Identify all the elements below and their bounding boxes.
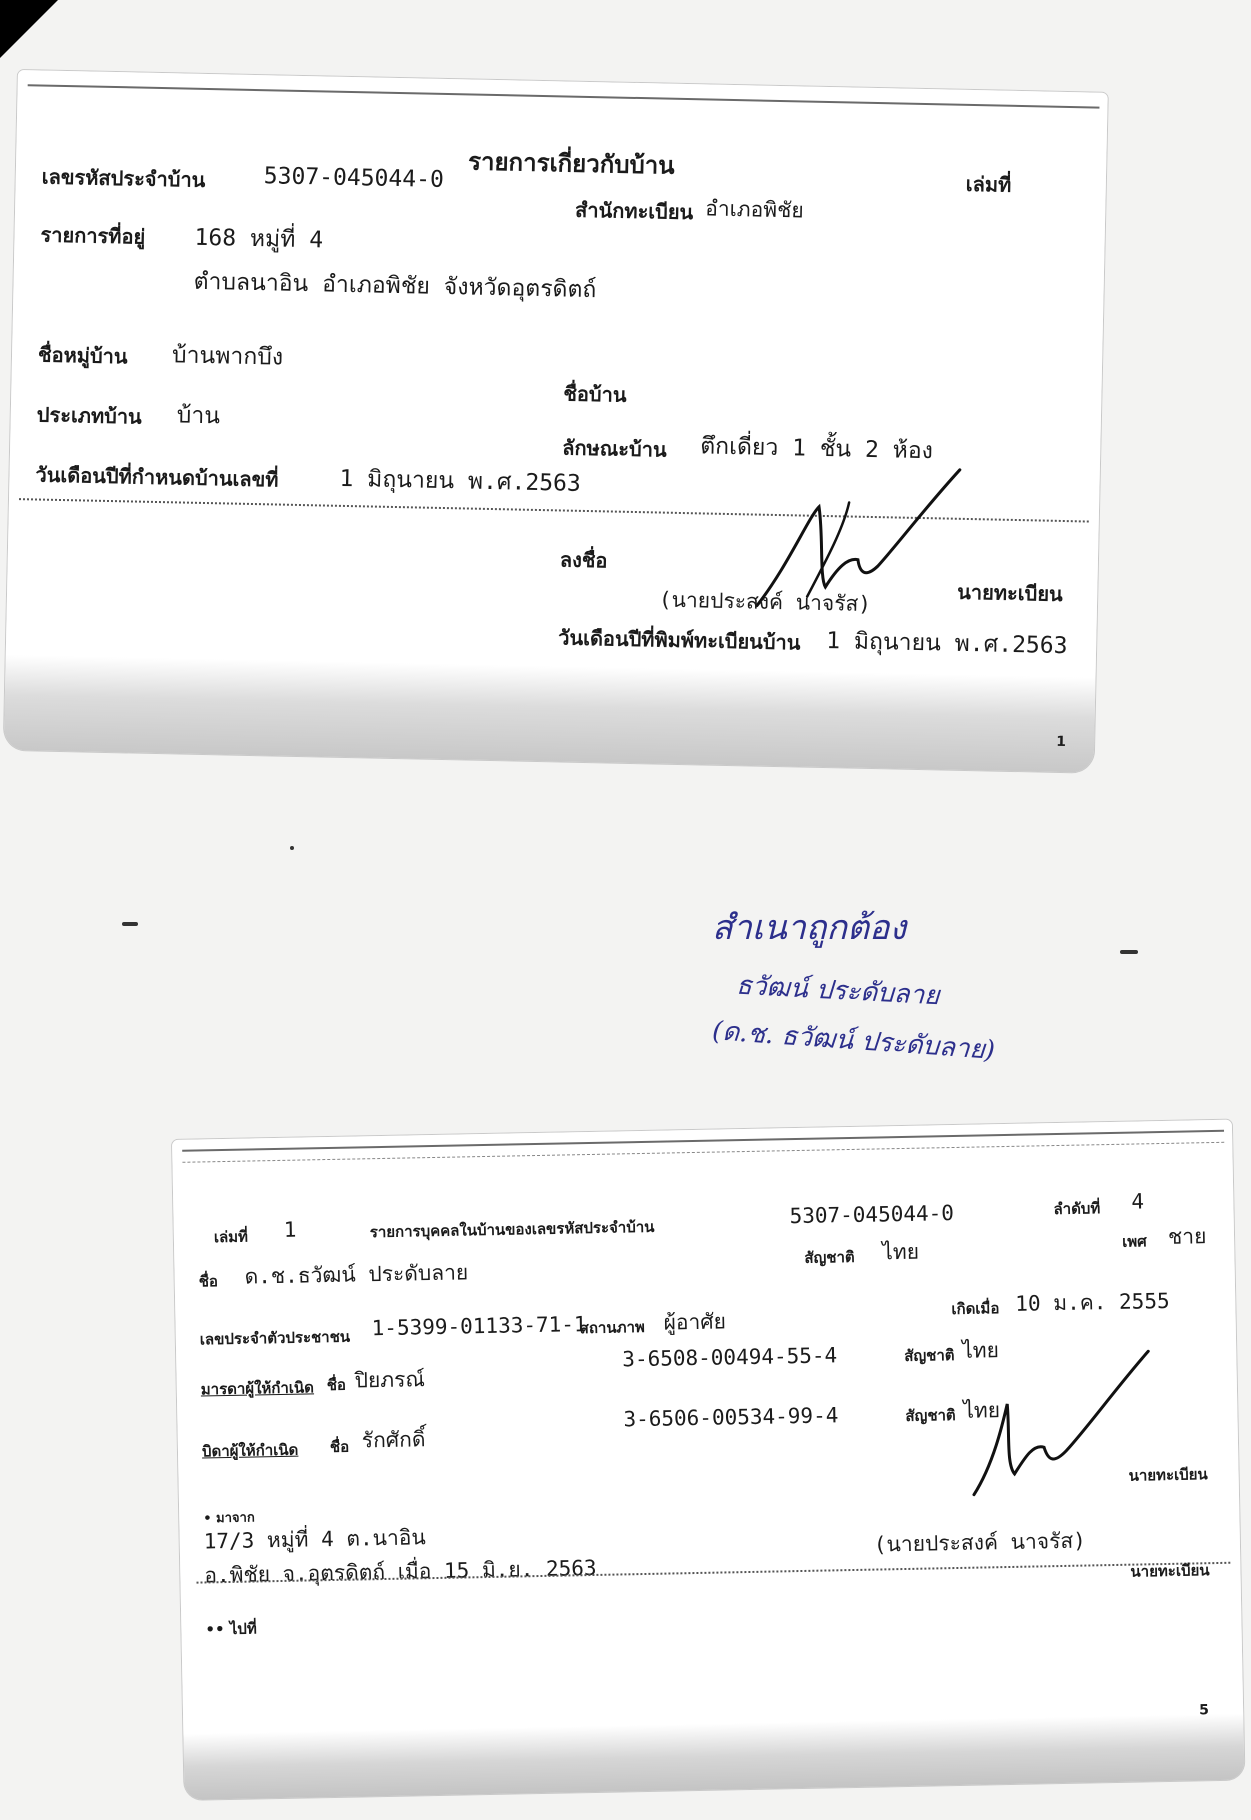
assign-date-value: 1 มิถุนายน พ.ศ.2563	[339, 465, 582, 497]
assign-date-label: วันเดือนปีที่กำหนดบ้านเลขที่	[35, 462, 279, 492]
id-number-value: 1-5399-01133-71-1	[371, 1312, 587, 1341]
born-label: เกิดเมื่อ	[951, 1299, 1000, 1319]
order-label: ลำดับที่	[1053, 1199, 1101, 1219]
address-label: รายการที่อยู่	[40, 222, 146, 249]
sex-value: ชาย	[1167, 1224, 1207, 1249]
volume-label: เล่มที่	[213, 1227, 249, 1247]
house-type-label: ประเภทบ้าน	[36, 402, 143, 429]
address-line-2: ตำบลนาอิน อำเภอพิชัย จังหวัดอุตรดิตถ์	[193, 268, 597, 304]
registrar-office-value: อำเภอพิชัย	[705, 196, 804, 223]
from-line-2: อ.พิชัย จ.อุตรดิตถ์ เมื่อ 15 มิ.ย. 2563	[204, 1555, 597, 1588]
certifier-signature-text: ธวัฒน์ ประดับลาย	[735, 970, 941, 1012]
father-id-value: 3-6506-00534-99-4	[623, 1403, 839, 1432]
mother-nationality-label: สัญชาติ	[904, 1346, 955, 1365]
to-label: •• ไปที่	[205, 1619, 257, 1639]
registrar-title-2: นายทะเบียน	[1130, 1561, 1210, 1581]
mother-nationality-value: ไทย	[961, 1338, 1000, 1363]
father-nationality-value: ไทย	[963, 1398, 1001, 1423]
volume-label: เล่มที่	[965, 171, 1012, 197]
house-name-label: ชื่อบ้าน	[563, 381, 627, 407]
nationality-label: สัญชาติ	[804, 1247, 855, 1267]
print-date-value: 1 มิถุนายน พ.ศ.2563	[825, 628, 1068, 660]
certifier-name-text: (ด.ช. ธวัฒน์ ประดับลาย)	[711, 1016, 996, 1066]
scan-speck	[1120, 950, 1138, 954]
father-label: บิดาผู้ให้กำเนิด	[201, 1440, 299, 1461]
volume-value: 1	[283, 1217, 297, 1242]
address-line-1: 168 หมู่ที่ 4	[194, 224, 324, 254]
person-card	[172, 1120, 1244, 1800]
sex-label: เพศ	[1121, 1232, 1147, 1251]
village-value: บ้านพากบึง	[171, 342, 284, 371]
print-date-label: วันเดือนปีที่พิมพ์ทะเบียนบ้าน	[557, 625, 801, 655]
page-number: 1	[1055, 733, 1067, 751]
registrar-office-label: สำนักทะเบียน	[574, 197, 694, 225]
mother-id-value: 3-6508-00494-55-4	[622, 1343, 838, 1372]
mother-label: มารดาผู้ให้กำเนิด	[200, 1378, 315, 1399]
from-line-1: 17/3 หมู่ที่ 4 ต.นาอิน	[203, 1525, 426, 1554]
card-top-rule	[28, 84, 1100, 108]
registrar-title-1: นายทะเบียน	[1128, 1465, 1208, 1485]
father-name-value: รักศักดิ์	[361, 1427, 426, 1453]
scan-corner-mark	[0, 0, 58, 58]
card-perforation	[182, 1142, 1224, 1163]
id-label: เลขประจำตัวประชาชน	[199, 1327, 351, 1349]
certified-copy-text: สำเนาถูกต้อง	[712, 908, 907, 948]
mother-name-label: ชื่อ	[326, 1375, 347, 1395]
father-name-label: ชื่อ	[329, 1437, 350, 1457]
card-top-rule	[182, 1130, 1224, 1152]
father-nationality-label: สัญชาติ	[905, 1406, 956, 1425]
household-card	[4, 70, 1108, 773]
order-value: 4	[1131, 1189, 1145, 1214]
born-value: 10 ม.ค. 2555	[1015, 1288, 1170, 1316]
name-label: ชื่อ	[198, 1272, 219, 1291]
house-style-value: ตึกเดี่ยว 1 ชั้น 2 ห้อง	[699, 433, 934, 465]
status-value: ผู้อาศัย	[663, 1309, 727, 1335]
page-number: 5	[1198, 1702, 1210, 1719]
registrar-title: นายทะเบียน	[957, 579, 1063, 606]
mother-name-value: ปิยภรณ์	[354, 1367, 426, 1393]
from-label: • มาจาก	[203, 1510, 255, 1527]
scan-speck	[290, 846, 294, 850]
house-code-value: 5307-045044-0	[789, 1201, 955, 1229]
house-style-label: ลักษณะบ้าน	[561, 435, 667, 462]
status-label: สถานภาพ	[579, 1317, 645, 1338]
village-label: ชื่อหมู่บ้าน	[37, 342, 128, 369]
sign-label: ลงชื่อ	[559, 547, 608, 573]
house-code-label: เลขรหัสประจำบ้าน	[41, 164, 206, 192]
house-type-value: บ้าน	[176, 402, 221, 430]
nationality-value: ไทย	[882, 1239, 920, 1265]
registrar-name: (นายประสงค์ นาจรัส)	[658, 587, 872, 616]
name-value: ด.ช.ธวัฒน์ ประดับลาย	[244, 1260, 469, 1289]
person-card-title: รายการบุคคลในบ้านของเลขรหัสประจำบ้าน	[369, 1217, 655, 1242]
house-code-value: 5307-045044-0	[263, 163, 445, 193]
household-card-title: รายการเกี่ยวกับบ้าน	[467, 147, 675, 180]
scan-speck	[122, 922, 138, 926]
registrar-name: (นายประสงค์ นาจรัส)	[873, 1528, 1087, 1557]
